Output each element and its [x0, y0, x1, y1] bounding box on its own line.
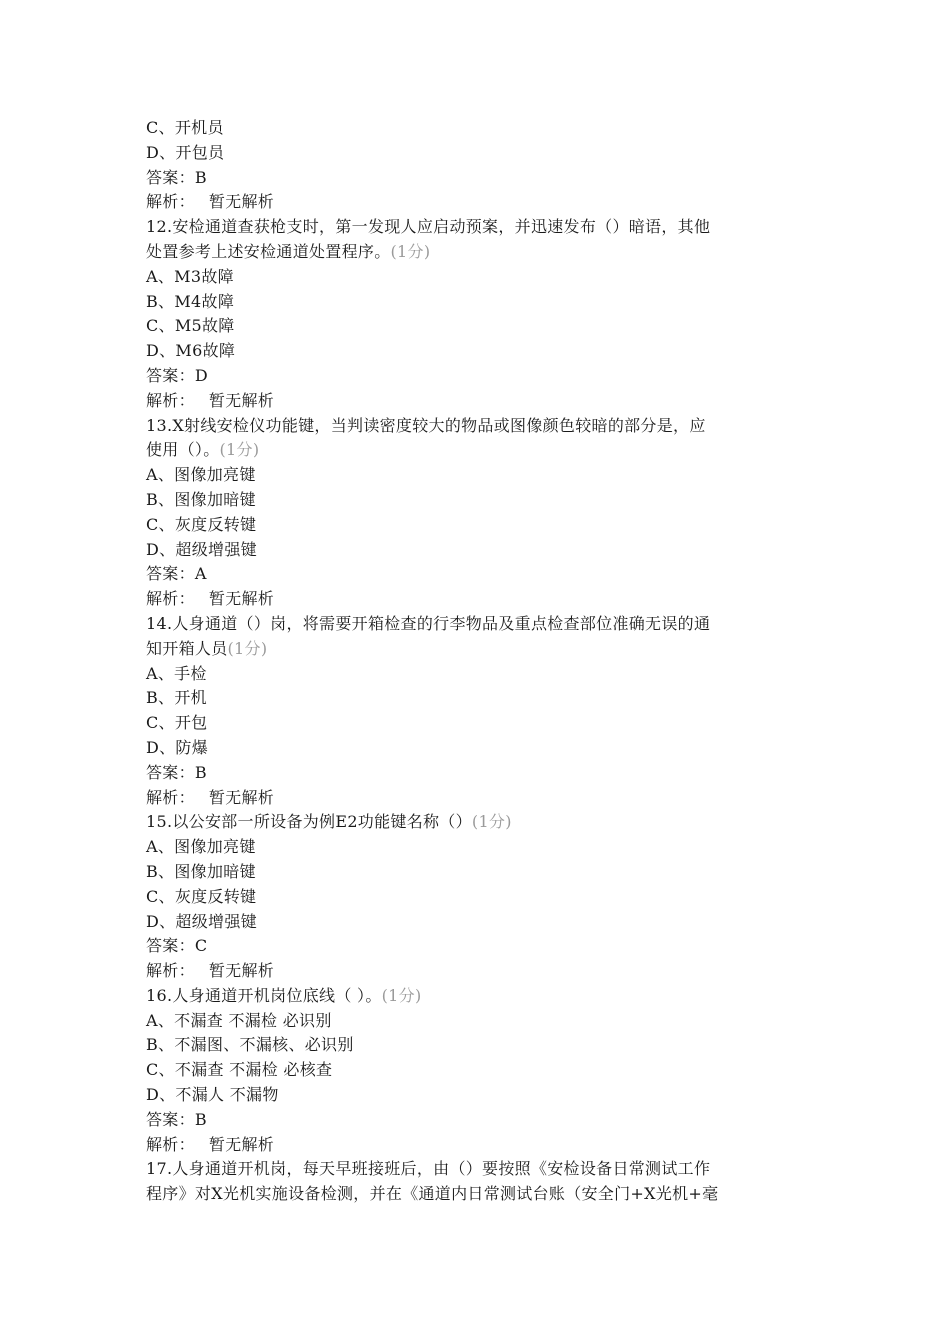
analysis-label: 解析： [146, 192, 195, 212]
answer: 答案：B [146, 762, 207, 782]
question-stem-line: 使用（）。(1分) [146, 440, 260, 460]
option-d: D、防爆 [146, 737, 209, 757]
analysis-text: 暂无解析 [208, 1134, 275, 1154]
score-label: (1分) [227, 638, 268, 658]
answer: 答案：A [146, 564, 207, 584]
option-d: D、超级增强键 [146, 911, 257, 931]
option-a: A、图像加亮键 [146, 837, 256, 857]
analysis [146, 190, 810, 215]
score-label: (1分) [381, 985, 422, 1005]
analysis [146, 587, 810, 612]
analysis-text: 暂无解析 [208, 589, 275, 609]
option-b: B、不漏图、不漏核、必识别 [146, 1035, 354, 1055]
question-stem-line: 17.人身通道开机岗，每天早班接班后，由（）要按照《安检设备日常测试工作 [146, 1159, 711, 1179]
option-d: D、不漏人 不漏物 [146, 1085, 279, 1105]
question-list [146, 116, 810, 1207]
analysis-text: 暂无解析 [208, 192, 275, 212]
option-c: C、灰度反转键 [146, 514, 257, 534]
analysis-label: 解析： [146, 787, 195, 807]
option-c: C、灰度反转键 [146, 886, 257, 906]
analysis-text: 暂无解析 [208, 961, 275, 981]
analysis-text: 暂无解析 [208, 390, 275, 410]
score-label: (1分) [390, 241, 431, 261]
analysis-label: 解析： [146, 1134, 195, 1154]
analysis [146, 1133, 810, 1158]
option-b: B、M4故障 [146, 291, 235, 311]
analysis [146, 786, 810, 811]
question-stem-line: 知开箱人员(1分) [146, 638, 268, 658]
score-label: (1分) [219, 440, 260, 460]
answer: 答案：C [146, 936, 208, 956]
analysis-text: 暂无解析 [208, 787, 275, 807]
option-c: C、开机员 [146, 118, 224, 137]
option-b: B、图像加暗键 [146, 861, 256, 881]
question-stem-line: 程序》对X光机实施设备检测，并在《通道内日常测试台账（安全门+X光机+毫 [146, 1184, 719, 1204]
answer: 答案：B [146, 1109, 207, 1129]
question-stem-line: 处置参考上述安检通道处置程序。(1分) [146, 241, 431, 261]
answer: 答案：B [146, 167, 207, 187]
option-a: A、图像加亮键 [146, 465, 256, 485]
question-stem-line: 15.以公安部一所设备为例E2功能键名称（）(1分) [146, 812, 512, 832]
question-stem-line: 16.人身通道开机岗位底线（ ）。(1分) [146, 985, 422, 1005]
option-b: B、开机 [146, 688, 207, 708]
option-a: A、不漏查 不漏检 必识别 [146, 1010, 332, 1030]
analysis-label: 解析： [146, 961, 195, 981]
option-c: C、M5故障 [146, 316, 235, 336]
question-stem-line: 12.安检通道查获枪支时，第一发现人应启动预案，并迅速发布（）暗语，其他 [146, 217, 711, 237]
option-c: C、开包 [146, 713, 208, 733]
option-c: C、不漏查 不漏检 必核查 [146, 1060, 333, 1080]
option-a: A、手检 [146, 663, 207, 683]
option-d: D、超级增强键 [146, 539, 257, 559]
score-label: (1分) [471, 812, 512, 832]
analysis-label: 解析： [146, 390, 195, 410]
option-d: D、开包员 [146, 142, 225, 162]
analysis-label: 解析： [146, 589, 195, 609]
question-stem-line: 14.人身通道（）岗，将需要开箱检查的行李物品及重点检查部位准确无误的通 [146, 613, 711, 633]
question-stem-line: 13.X射线安检仪功能键，当判读密度较大的物品或图像颜色较暗的部分是，应 [146, 415, 706, 435]
option-a: A、M3故障 [146, 266, 234, 286]
analysis [146, 389, 810, 414]
option-d: D、M6故障 [146, 341, 236, 361]
option-b: B、图像加暗键 [146, 489, 256, 509]
answer: 答案：D [146, 365, 209, 385]
analysis [146, 959, 810, 984]
